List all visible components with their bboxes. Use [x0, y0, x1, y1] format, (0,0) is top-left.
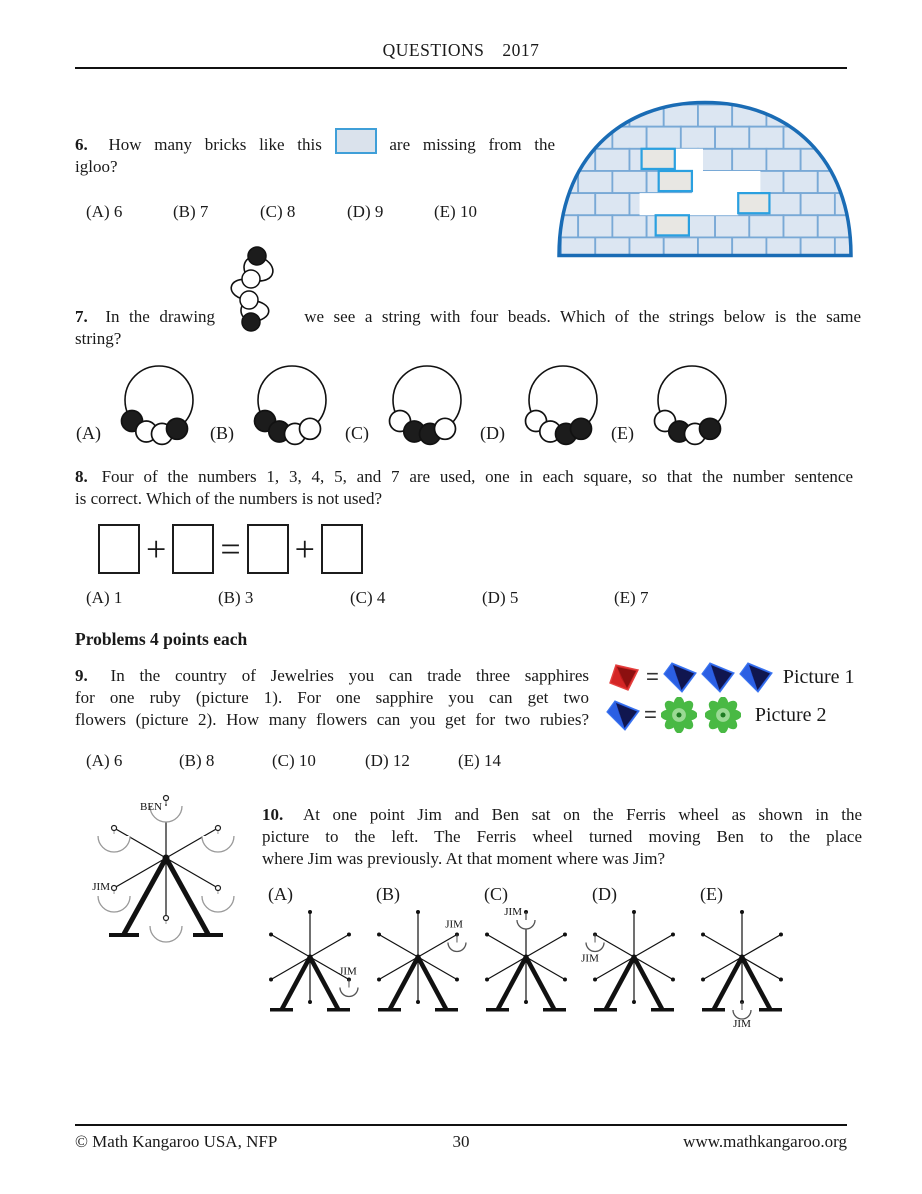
bead-string-figure	[221, 246, 283, 332]
bead-loop-figure	[507, 360, 619, 448]
svg-text:JIM: JIM	[445, 918, 463, 931]
ferris-wheel-option-figure	[472, 905, 580, 1033]
q7-number: 7.	[75, 307, 88, 326]
q6-option-c: (C) 8	[260, 202, 296, 221]
question-7	[75, 306, 861, 350]
q8-number: 8.	[75, 467, 88, 486]
q9-option-a: (A) 6	[86, 751, 123, 770]
svg-text:JIM: JIM	[581, 952, 599, 965]
q9-line3: flowers (picture 2). How many flowers can you get for two rubies?	[75, 710, 589, 729]
q10-option-e: (E) JIM	[688, 884, 796, 1038]
q9-line1: 9. In the country of Jewelries you can trade three sapphires	[75, 666, 589, 685]
question-9	[75, 665, 589, 731]
q7-option-b: (B)	[210, 360, 348, 448]
svg-text:JIM: JIM	[339, 965, 357, 978]
q10-line3: where Jim was previously. At that moment where was Jim?	[262, 849, 666, 868]
flower-icon	[661, 697, 697, 733]
q10-option-c: (C) JIM	[472, 884, 580, 1038]
plus-sign: +	[146, 529, 167, 569]
empty-square	[247, 524, 289, 574]
brick-icon	[335, 128, 377, 154]
sapphire-icon	[606, 699, 640, 732]
q8-option-a: (A) 1	[86, 588, 123, 607]
q6-option-b: (B) 7	[173, 202, 209, 221]
q9-line2: for one ruby (picture 1). For one sapphire you can get two	[75, 688, 589, 707]
q8-line2: is correct. Which of the numbers is not used?	[75, 489, 383, 508]
q6-line2: igloo?	[75, 157, 118, 176]
ferris-wheel-figure	[70, 784, 262, 956]
flower-icon	[705, 697, 741, 733]
q6-options	[86, 202, 521, 222]
q8-option-e: (E) 7	[614, 588, 649, 607]
empty-square	[321, 524, 363, 574]
empty-square	[172, 524, 214, 574]
picture-1-row	[606, 658, 862, 696]
q10-option-a: (A) JIM	[256, 884, 364, 1038]
q7-line2: string?	[75, 329, 122, 348]
picture-2-row	[606, 696, 862, 734]
equals-sign: =	[646, 664, 659, 689]
svg-text:BEN: BEN	[140, 801, 162, 813]
footer-rule	[75, 1124, 847, 1126]
equals-sign: =	[644, 702, 657, 727]
question-6	[75, 128, 555, 178]
q8-option-d: (D) 5	[482, 588, 519, 607]
ferris-wheel-option-figure	[364, 905, 472, 1033]
q9-options	[86, 751, 551, 771]
q8-option-b: (B) 3	[218, 588, 254, 607]
q6-option-a: (A) 6	[86, 202, 123, 221]
q10-line1: 10. At one point Jim and Ben sat on the Ferris wheel as shown in the	[262, 805, 863, 824]
ruby-icon	[606, 662, 642, 692]
q9-number: 9.	[75, 666, 88, 685]
q9-pictures	[606, 658, 862, 734]
page-footer	[75, 1132, 847, 1152]
q8-option-c: (C) 4	[350, 588, 386, 607]
q10-option-b: (B) JIM	[364, 884, 472, 1038]
q10-option-d: (D) JIM	[580, 884, 688, 1038]
plus-sign: +	[294, 529, 315, 569]
picture-1-label: Picture 1	[782, 665, 855, 688]
q7-line1: 7. In the drawing we see a string with four beads. Which of the strings below is the same	[75, 307, 862, 326]
ferris-wheel-option-figure	[256, 905, 364, 1033]
igloo-figure	[556, 96, 854, 258]
header-rule	[75, 67, 847, 69]
svg-text:JIM: JIM	[504, 906, 522, 918]
q10-line2: picture to the left. The Ferris wheel turned moving Ben to the place	[262, 827, 862, 846]
footer-website: www.mathkangaroo.org	[683, 1132, 847, 1151]
q9-option-b: (B) 8	[179, 751, 215, 770]
number-sentence	[98, 524, 363, 574]
q8-line1: 8. Four of the numbers 1, 3, 4, 5, and 7 are used, one in each square, so that the number sentence	[75, 467, 854, 486]
q7-option-c: (C)	[345, 360, 483, 448]
ferris-wheel-option-figure	[580, 905, 688, 1033]
equals-sign: =	[220, 529, 241, 569]
page-header	[0, 40, 922, 61]
svg-text:JIM: JIM	[733, 1018, 751, 1030]
q9-option-c: (C) 10	[272, 751, 316, 770]
q7-option-a: (A)	[76, 360, 215, 448]
q6-option-e: (E) 10	[434, 202, 477, 221]
bead-loop-figure	[636, 360, 748, 448]
q8-options	[86, 588, 746, 608]
q7-option-e: (E)	[611, 360, 748, 448]
q6-number: 6.	[75, 135, 88, 154]
page-number: 30	[452, 1132, 470, 1151]
question-8	[75, 466, 853, 510]
section-heading: Problems 4 points each	[75, 629, 248, 649]
header-year: 2017	[502, 40, 540, 60]
q10-number: 10.	[262, 805, 284, 824]
q6-line1: 6. How many bricks like this are missing from the	[75, 128, 555, 156]
picture-2-label: Picture 2	[754, 703, 827, 726]
header-title: QUESTIONS	[382, 40, 485, 60]
q6-option-d: (D) 9	[347, 202, 384, 221]
q9-option-e: (E) 14	[458, 751, 501, 770]
question-10	[262, 804, 862, 870]
q9-option-d: (D) 12	[365, 751, 410, 770]
q7-option-d: (D)	[480, 360, 619, 448]
empty-square	[98, 524, 140, 574]
bead-loop-figure	[236, 360, 348, 448]
bead-loop-figure	[371, 360, 483, 448]
sapphire-icon	[739, 661, 773, 694]
ferris-wheel-option-figure	[688, 905, 796, 1033]
sapphire-icon	[701, 661, 735, 694]
sapphire-icon	[663, 661, 697, 694]
footer-copyright: © Math Kangaroo USA, NFP	[75, 1132, 278, 1151]
bead-loop-figure	[103, 360, 215, 448]
svg-text:JIM: JIM	[92, 881, 110, 893]
